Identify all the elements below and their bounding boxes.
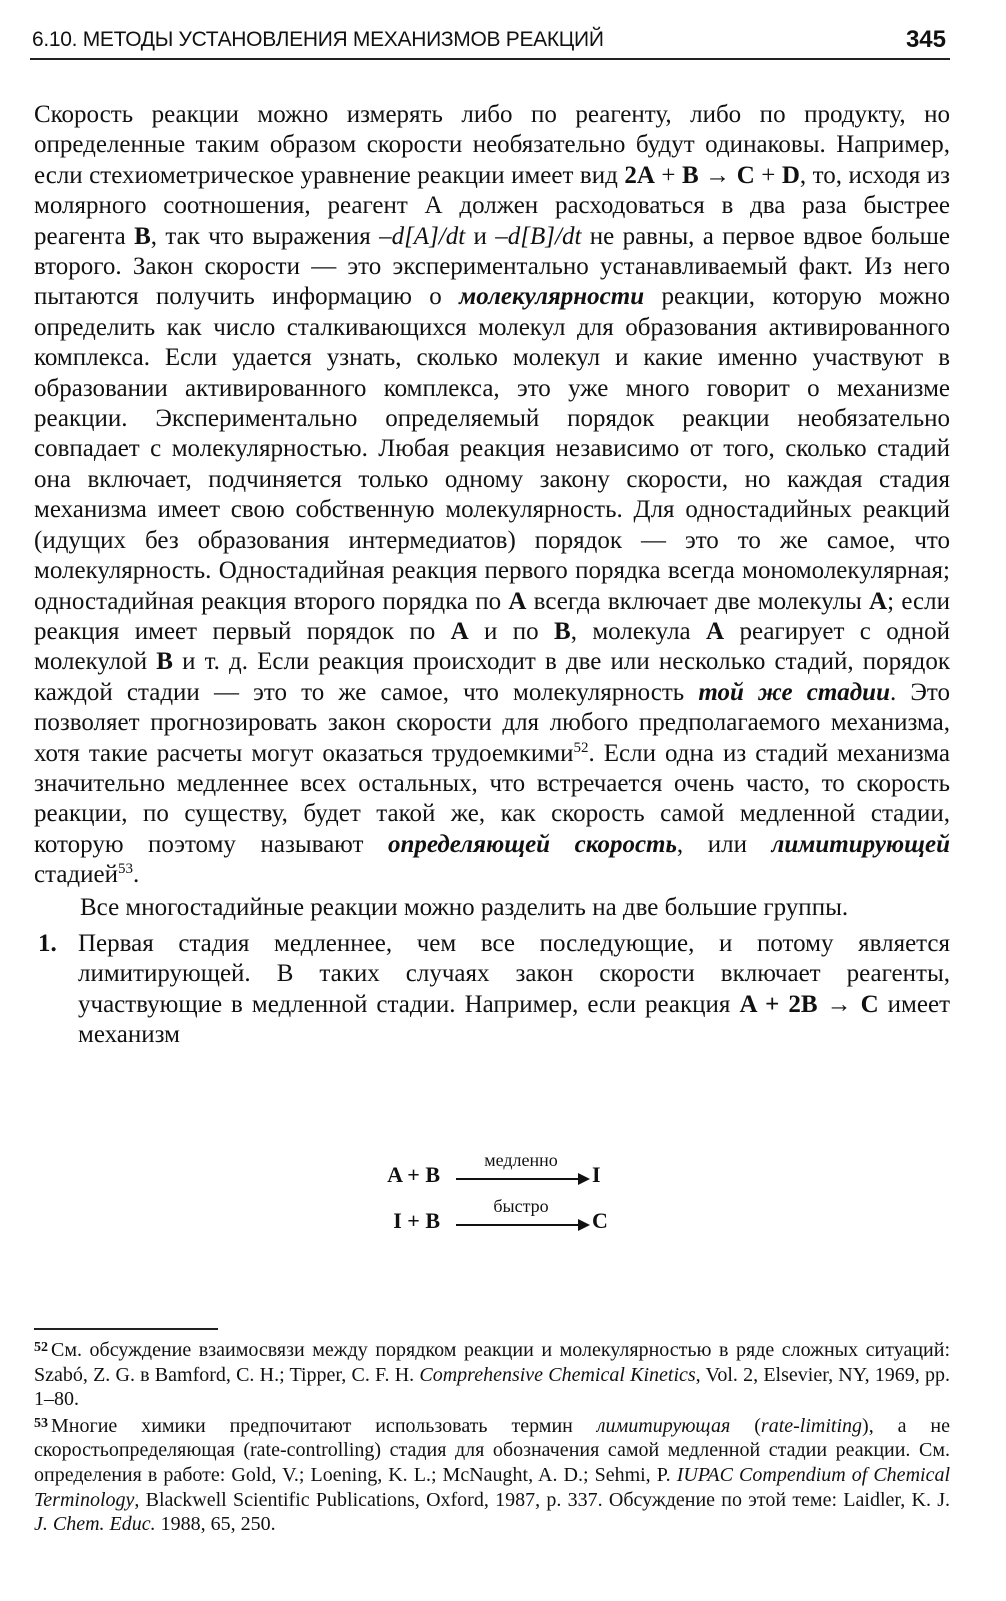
text-span: , Blackwell Scientific Publications, Oxford, 1987, p. 337. Обсуждение по этой теме: Laidler, K. J. <box>134 1488 950 1511</box>
reaction-arrow <box>456 1224 582 1226</box>
equation: A + 2B → C <box>739 990 879 1018</box>
text-span: . Если одна из стадий механизма значительно медленнее всех остальных, что встречается очень часто, то скорость реакции, по существу, будет такой же, как скорость самой медленной стадии, которую поэтому называют <box>34 739 950 858</box>
text-span: → <box>698 161 737 189</box>
step1-condition: медленно <box>484 1150 558 1170</box>
term-italic: rate-limiting <box>760 1414 863 1437</box>
text-span: реакции, которую можно определить как число сталкивающихся молекул для образования активированного комплекса. Если удается узнать, сколько молекул и какие именно участвуют в образовании активированного комплекса, это уже много говорит о механизме реакции. Экспериментально определяемый порядок реакции необязательно совпадает с молекулярностью. Любая реакция независимо от того, сколько стадий она включает, подчиняется только одному закону скорости, но каждая стадия механизма имеет свою собственную молекулярность. Для одностадийных реакций (идущих без образования интермедиатов) порядок — это то же самое, что молекулярность. Одностадийная реакция первого порядка всегда мономолекулярная; одностадийная реакция второго порядка по <box>34 283 950 615</box>
list-number: 1. <box>38 929 57 957</box>
footnote-mark: 53 <box>34 1415 48 1431</box>
book-title: Comprehensive Chemical Kinetics <box>419 1363 696 1386</box>
reagent-symbol: A <box>508 587 527 615</box>
step2-reactants: I + B <box>393 1208 440 1233</box>
reaction-scheme <box>366 1150 626 1250</box>
text-span: См. обсуждение взаимосвязи между порядком реакции и молекулярностью в ряде сложных ситуаций: Szabó, Z. G. в Bamford, C. H.; Tipper, C. F. H. <box>34 1339 950 1386</box>
text-span: Первая стадия медленнее, чем все последующие, и потому является лимитирующей. В таких случаях закон скорости включает реагенты, участвующие в медленной стадии. Например, если реакция <box>78 929 950 1018</box>
text-span: всегда включает две молекулы <box>526 587 870 615</box>
section-title: 6.10. МЕТОДЫ УСТАНОВЛЕНИЯ МЕХАНИЗМОВ РЕАКЦИЙ <box>32 28 604 51</box>
equation-term: C <box>736 161 755 189</box>
rate-expression: –d[A]/dt <box>379 222 466 250</box>
paragraph-rate-law <box>34 100 950 891</box>
footnote-mark: 52 <box>34 1340 48 1355</box>
reaction-arrow <box>456 1178 582 1180</box>
footnotes <box>34 1336 950 1537</box>
footnote-52 <box>34 1336 950 1412</box>
step1-reactants: A + B <box>387 1162 440 1187</box>
text-span: ; если реакция имеет первый порядок по <box>34 587 950 645</box>
step1-product: I <box>592 1162 601 1187</box>
text-span: ( <box>730 1414 761 1437</box>
step2-product: C <box>592 1208 608 1233</box>
footnote-ref[interactable]: 53 <box>118 861 133 878</box>
text-span: и по <box>468 617 555 645</box>
text-span: + <box>754 161 782 189</box>
footnote-53 <box>34 1412 950 1537</box>
text-span: 1988, 65, 250. <box>155 1513 276 1536</box>
text-span: не равны, а первое вдвое больше второго. Закон скорости — это экспериментально устанавливаемый факт. Из него пытаются получить информацию о <box>34 222 950 311</box>
text-span: имеет механизм <box>78 990 950 1049</box>
term-emphasis: лимитирующей <box>771 830 950 858</box>
equation-term: D <box>781 161 800 189</box>
reagent-symbol: A <box>869 587 888 615</box>
rate-expression: –d[B]/dt <box>495 222 582 250</box>
text-span: и т. д. Если реакция происходит в две или несколько стадий, порядок каждой стадии — это то же самое, что молекулярность <box>34 648 950 706</box>
text-span: + <box>654 161 682 189</box>
reagent-symbol: A <box>450 617 469 645</box>
equation-term: B <box>681 161 699 189</box>
list-item-1 <box>34 929 950 1051</box>
text-span: ), а не скоростьопределяющая (rate-controlling) стадия для обозначения самой медленной стадии реакции. См. определения в работе: Gold, V.; Loening, K. L.; McNaught, A. D.; Sehmi, P. <box>34 1414 950 1486</box>
term-italic: лимитирующая <box>596 1414 731 1437</box>
equation-term: 2A <box>624 161 655 189</box>
text-span: Многие химики предпочитают использовать термин <box>51 1414 597 1437</box>
text-span: и <box>465 222 496 250</box>
text-span: . Это позволяет прогнозировать закон скорости для любого предполагаемого механизма, хотя такие расчеты могут оказаться трудоемкими <box>34 678 951 767</box>
reagent-symbol: B <box>134 222 151 250</box>
page-number: 345 <box>905 26 946 53</box>
term-emphasis: той же стадии <box>698 678 890 706</box>
text-span: , Vol. 2, Elsevier, NY, 1969, pp. 1–80. <box>34 1363 950 1411</box>
text-span: реагирует с одной молекулой <box>34 617 951 676</box>
text-span: , молекула <box>570 617 707 645</box>
text-span: , так что выражения <box>150 222 380 250</box>
main-text <box>34 100 950 1051</box>
term-emphasis: определяющей скорость <box>388 830 677 858</box>
step2-condition: быстро <box>493 1196 549 1216</box>
book-title: IUPAC Compendium of Chemical Terminology <box>34 1463 950 1511</box>
journal-title: J. Chem. Educ. <box>34 1513 156 1536</box>
paragraph-groups: Все многостадийные реакции можно разделить на две большие группы. <box>80 893 849 921</box>
text-span: . <box>133 861 140 889</box>
footnote-ref[interactable]: 52 <box>573 739 589 756</box>
reagent-symbol: A <box>706 617 725 645</box>
reagent-symbol: B <box>554 617 571 645</box>
text-span: стадией <box>34 861 118 889</box>
text-span: Скорость реакции можно измерять либо по реагенту, либо по продукту, но определенные таким образом скорости необязательно будут одинаковы. Например, если стехиометрическое уравнение реакции имеет вид <box>34 101 950 189</box>
term-emphasis: молекулярности <box>459 283 645 311</box>
footnote-divider <box>34 1328 218 1330</box>
running-header <box>30 24 950 60</box>
text-span: , или <box>676 830 772 858</box>
text-span: , то, исходя из молярного соотношения, реагент А должен расходоваться в два раза быстрее реагента <box>34 161 950 250</box>
reagent-symbol: B <box>156 648 173 676</box>
